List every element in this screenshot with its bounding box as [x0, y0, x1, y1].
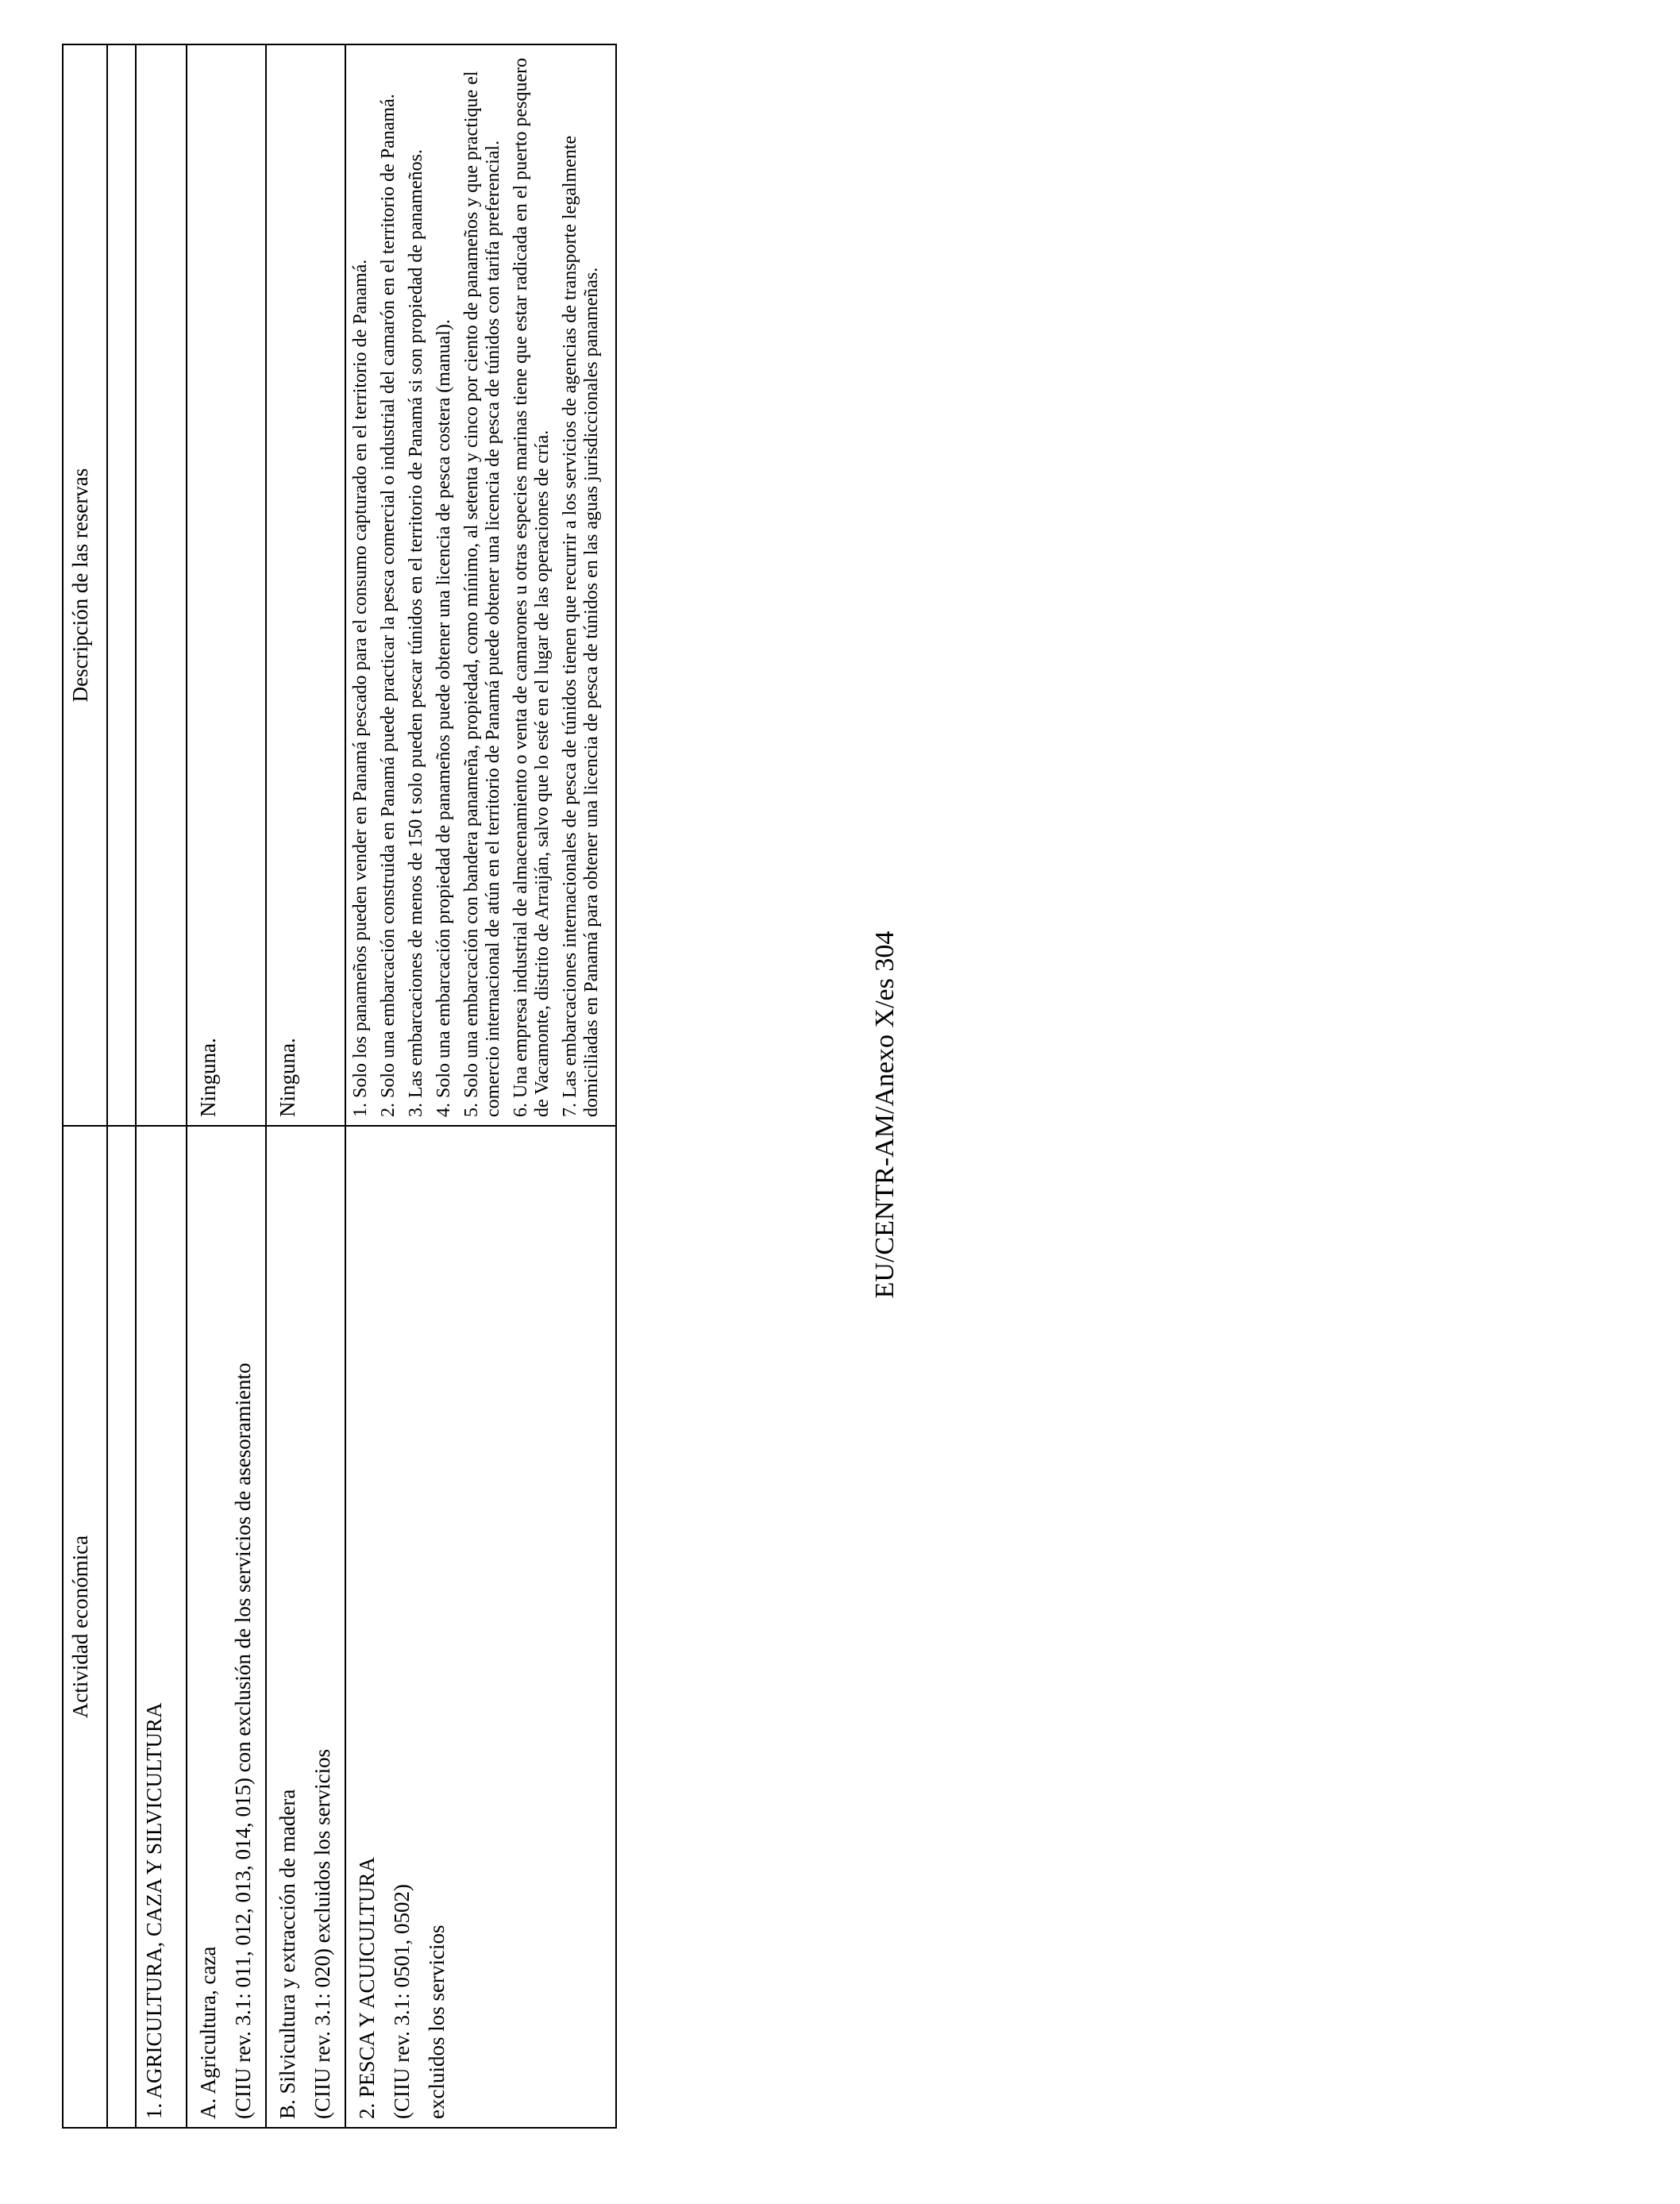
reservation-paragraph: 5. Solo una embarcación con bandera panameña, propiedad, como mínimo, al setenta y cinco por ciento de panameños y que practique el comercio internacional de atún en el territorio de Panamá puede obtener una licencia de pesca de túnidos con tarifa preferencial. — [461, 71, 503, 1117]
reservations-cell — [187, 44, 266, 1126]
reservations-cell — [266, 44, 345, 1126]
reservation-paragraph: 4. Solo una embarcación propiedad de panameños puede obtener una licencia de pesca costera (manual). — [433, 319, 454, 1117]
reservation-paragraph: 6. Una empresa industrial de almacenamiento o venta de camarones u otras especies marinas tiene que estar radicada en el puerto pesquero de Vacamonte, distrito de Arraiján, salvo que lo esté en el lugar de las operaciones de cría. — [511, 57, 553, 1117]
reservations-table — [62, 44, 617, 2129]
activity-text: B. Silvicultura y extracción de madera — [276, 1789, 299, 2119]
header-descripcion: Descripción de las reservas — [63, 44, 107, 1126]
table-header-row — [63, 44, 107, 2128]
reservations-cell — [345, 44, 616, 1126]
activity-text: A. Agricultura, caza — [196, 1946, 220, 2119]
activity-text: 1. AGRICULTURA, CAZA Y SILVICULTURA — [142, 1702, 166, 2119]
reservation-text: Ninguna. — [276, 1038, 299, 1117]
activity-text: (CIIU rev. 3.1: 0501, 0502) — [390, 1884, 414, 2119]
page-footer: EU/CENTR-AM/Anexo X/es 304 — [870, 931, 900, 1299]
activity-cell — [345, 1126, 616, 2128]
table-row — [187, 44, 266, 2128]
activity-text: (CIIU rev. 3.1: 020) excluidos los servicios — [310, 1748, 334, 2119]
activity-text: 2. PESCA Y ACUICULTURA — [355, 1856, 379, 2119]
table-row — [266, 44, 345, 2128]
table-row — [345, 44, 616, 2128]
header-actividad: Actividad económica — [63, 1126, 107, 2128]
table-row-spacer — [107, 44, 136, 2128]
reservation-paragraph: 2. Solo una embarcación construida en Panamá puede practicar la pesca comercial o industrial del camarón en el territorio de Panamá. — [378, 94, 399, 1117]
reservation-paragraph: 7. Las embarcaciones internacionales de pesca de túnidos tienen que recurrir a los servicios de agencias de transporte legalmente domiciliadas en Panamá para obtener una licencia de pesca de túnidos en las aguas jurisdiccionales panameñas. — [560, 135, 602, 1117]
table-row — [136, 44, 187, 2128]
rotated-page — [0, 53, 954, 2176]
activity-text: excluidos los servicios — [425, 1925, 449, 2119]
reservation-paragraph: 3. Las embarcaciones de menos de 150 t solo pueden pescar túnidos en el territorio de Panamá si son propiedad de panameños. — [406, 149, 426, 1117]
reservations-cell — [136, 44, 187, 1126]
activity-text: (CIIU rev. 3.1: 011, 012, 013, 014, 015) con exclusión de los servicios de asesoramiento — [231, 1362, 255, 2119]
reservation-text: Ninguna. — [196, 1038, 220, 1117]
activity-cell — [187, 1126, 266, 2128]
activity-cell — [266, 1126, 345, 2128]
activity-cell — [136, 1126, 187, 2128]
reservation-paragraph: 1. Solo los panameños pueden vender en Panamá pescado para el consumo capturado en el territorio de Panamá. — [350, 259, 371, 1117]
